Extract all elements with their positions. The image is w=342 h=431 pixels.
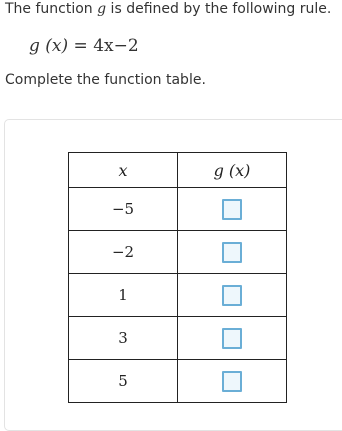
gx-cell	[178, 274, 287, 317]
table-row	[69, 188, 287, 231]
function-name: g	[97, 1, 107, 17]
gx-cell	[178, 188, 287, 231]
answer-input[interactable]	[222, 199, 242, 220]
x-value: 1	[69, 274, 178, 317]
answer-input[interactable]	[222, 328, 242, 349]
rule-rhs: 4x−2	[93, 36, 139, 56]
table-row	[69, 274, 287, 317]
instruction-text: Complete the function table.	[5, 72, 206, 88]
table-row	[69, 231, 287, 274]
intro-suffix: is defined by the following rule.	[106, 1, 332, 17]
gx-cell	[178, 231, 287, 274]
intro-prefix: The function	[5, 1, 98, 17]
answer-input[interactable]	[222, 285, 242, 306]
function-table	[68, 152, 287, 403]
table-row	[69, 317, 287, 360]
answer-input[interactable]	[222, 242, 242, 263]
function-rule	[29, 36, 139, 56]
gx-cell	[178, 360, 287, 403]
rule-lhs: g (x)	[29, 36, 69, 56]
table-row	[69, 360, 287, 403]
rule-equals: =	[68, 36, 94, 56]
x-value: 3	[69, 317, 178, 360]
x-value: −2	[69, 231, 178, 274]
header-gx: g (x)	[178, 153, 287, 188]
x-value: 5	[69, 360, 178, 403]
problem-statement	[5, 0, 331, 18]
table-header-row	[69, 153, 287, 188]
answer-input[interactable]	[222, 371, 242, 392]
x-value: −5	[69, 188, 178, 231]
gx-cell	[178, 317, 287, 360]
header-x: x	[69, 153, 178, 188]
